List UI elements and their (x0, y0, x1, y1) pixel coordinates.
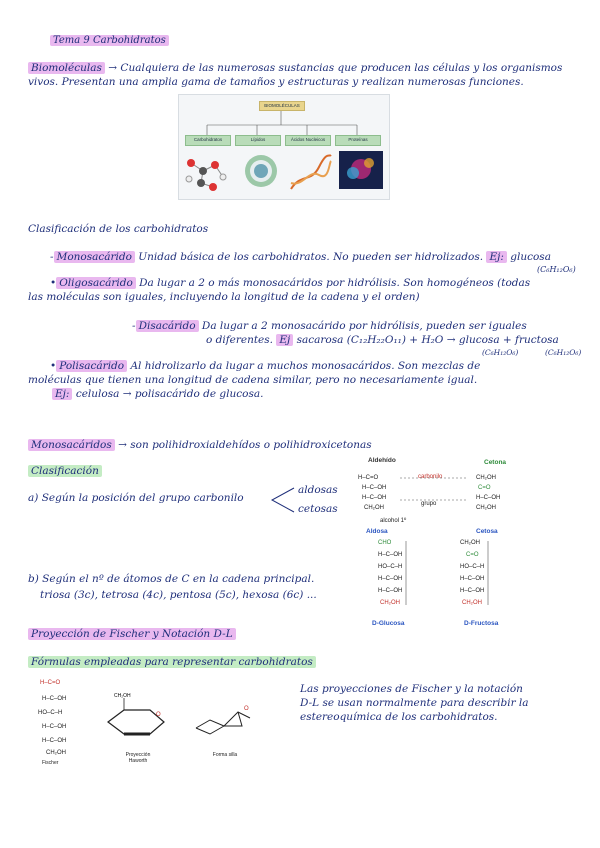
polisacarido-line1: • Polisacárido Al hidrolizarlo da lugar a muchos monosacáridos. Son mezclas de (50, 360, 481, 372)
cetosas-label: cetosas (298, 503, 338, 515)
biomoleculas-line1 (28, 62, 562, 75)
chair-form-icon (190, 690, 260, 750)
dna-helix-image (289, 153, 333, 193)
monosacarido-formula: (C₆H₁₂O₆) (537, 265, 576, 274)
disacarido-formula-glucosa: (C₆H₁₂O₆) (482, 348, 519, 357)
monosac-criterio-a: a) Según la posición del grupo carbonilo (28, 492, 244, 504)
protein-image (339, 151, 383, 191)
disacarido-line2: o diferentes. Ej sacarosa (C₁₂H₂₂O₁₁) + H₂O → glucosa + fructosa (206, 334, 559, 346)
aldosas-label: aldosas (298, 484, 338, 496)
aldosa-cetosa-figure: Aldehído Cetona carbonilo grupo alcohol 1º H‒C=O H‒C‒OH H‒C‒OH CH₂OH CH₂OH C=O H‒C‒OH CH₂OH Aldosa Cetosa CHO H‒C‒OH HO‒C‒H H‒C‒OH H‒C‒OH CH₂OH CH₂OH C=O HO‒C‒H H‒C‒OH H‒C‒OH CH₂OH D-Glucosa D-Fructosa (348, 455, 558, 635)
svg-text:CH₂OH: CH₂OH (114, 693, 131, 699)
monosacarido-line: - Monosacárido Unidad básica de los carbohidratos. No pueden ser hidrolizados. Ej: glucosa (50, 251, 551, 263)
page-title: Tema 9 Carbohidratos (50, 34, 169, 47)
glucose-molecule-image (183, 153, 231, 193)
fischer-desc1: Las proyecciones de Fischer y la notación (300, 683, 523, 695)
monosac-clasificacion: Clasificación (28, 465, 102, 478)
biomoleculas-term: Biomoléculas (28, 62, 105, 74)
monosac-criterio-b1: b) Según el nº de átomos de C en la cadena principal. (28, 573, 315, 585)
svg-text:O: O (156, 712, 161, 718)
brace-icon (266, 484, 296, 518)
formulas-figure: H‒C=O H‒C‒OH HO‒C‒H H‒C‒OH H‒C‒OH CH₂OH Fischer O CH₂OH Proyección Haworth O Forma silla (30, 676, 260, 768)
biomoleculas-def1: Cualquiera de las numerosas sustancias que producen las células y los organismos (120, 62, 563, 74)
arrow-icon: → (108, 62, 118, 74)
disacarido-formula-fructosa: (C₆H₁₂O₆) (545, 348, 582, 357)
diagram-node-carbohidratos: Carbohidratos (185, 135, 231, 146)
arrow-icon: → (118, 439, 127, 451)
disacarido-term: Disacárido (136, 320, 199, 332)
clasificacion-heading: Clasificación de los carbohidratos (28, 223, 209, 235)
haworth-ring-icon (98, 690, 178, 750)
oligosacarido-term: Oligosacárido (56, 277, 136, 289)
fischer-heading: Proyección de Fischer y Notación D-L (28, 628, 236, 641)
diagram-node-acidos: Ácidos Nucleicos (285, 135, 331, 146)
oligosacarido-line2: las moléculas son iguales, incluyendo la longitud de la cadena y el orden) (28, 291, 420, 303)
monosacarido-term: Monosacárido (54, 251, 135, 263)
fischer-desc3: estereoquímica de los carbohidratos. (300, 711, 498, 723)
polisacarido-line2: moléculas que tienen una longitud de cadena similar, pero no necesariamente igual. (28, 374, 478, 386)
fischer-desc2: D-L se usan normalmente para describir la (300, 697, 529, 709)
monosacaridos-line: Monosacáridos → son polihidroxialdehídos o polihidroxicetonas (28, 439, 372, 452)
svg-text:O: O (244, 706, 249, 712)
monosac-criterio-b2: triosa (3c), tetrosa (4c), pentosa (5c), hexosa (6c) ... (40, 589, 317, 601)
polisacarido-line3: Ej: celulosa → polisacárido de glucosa. (52, 388, 263, 401)
monosacaridos-term: Monosacáridos (28, 439, 115, 451)
disacarido-line1: - Disacárido Da lugar a 2 monosacárido por hidrólisis, pueden ser iguales (132, 320, 527, 332)
diagram-node-proteinas: Proteínas (335, 135, 381, 146)
lipid-vesicle-image (241, 153, 281, 193)
biomolecule-diagram (178, 94, 390, 200)
diagram-root: BIOMOLÉCULAS (259, 101, 305, 111)
polisacarido-term: Polisacárido (56, 360, 127, 372)
formulas-heading: Fórmulas empleadas para representar carbohidratos (28, 656, 316, 669)
diagram-node-lipidos: Lípidos (235, 135, 281, 146)
biomoleculas-line2: vivos. Presentan una amplia gama de tamaños y estructuras y realizan numerosas funciones. (28, 76, 524, 88)
oligosacarido-line1: • Oligosacárido Da lugar a 2 o más monosacáridos por hidrólisis. Son homogéneos (todas (50, 277, 531, 289)
